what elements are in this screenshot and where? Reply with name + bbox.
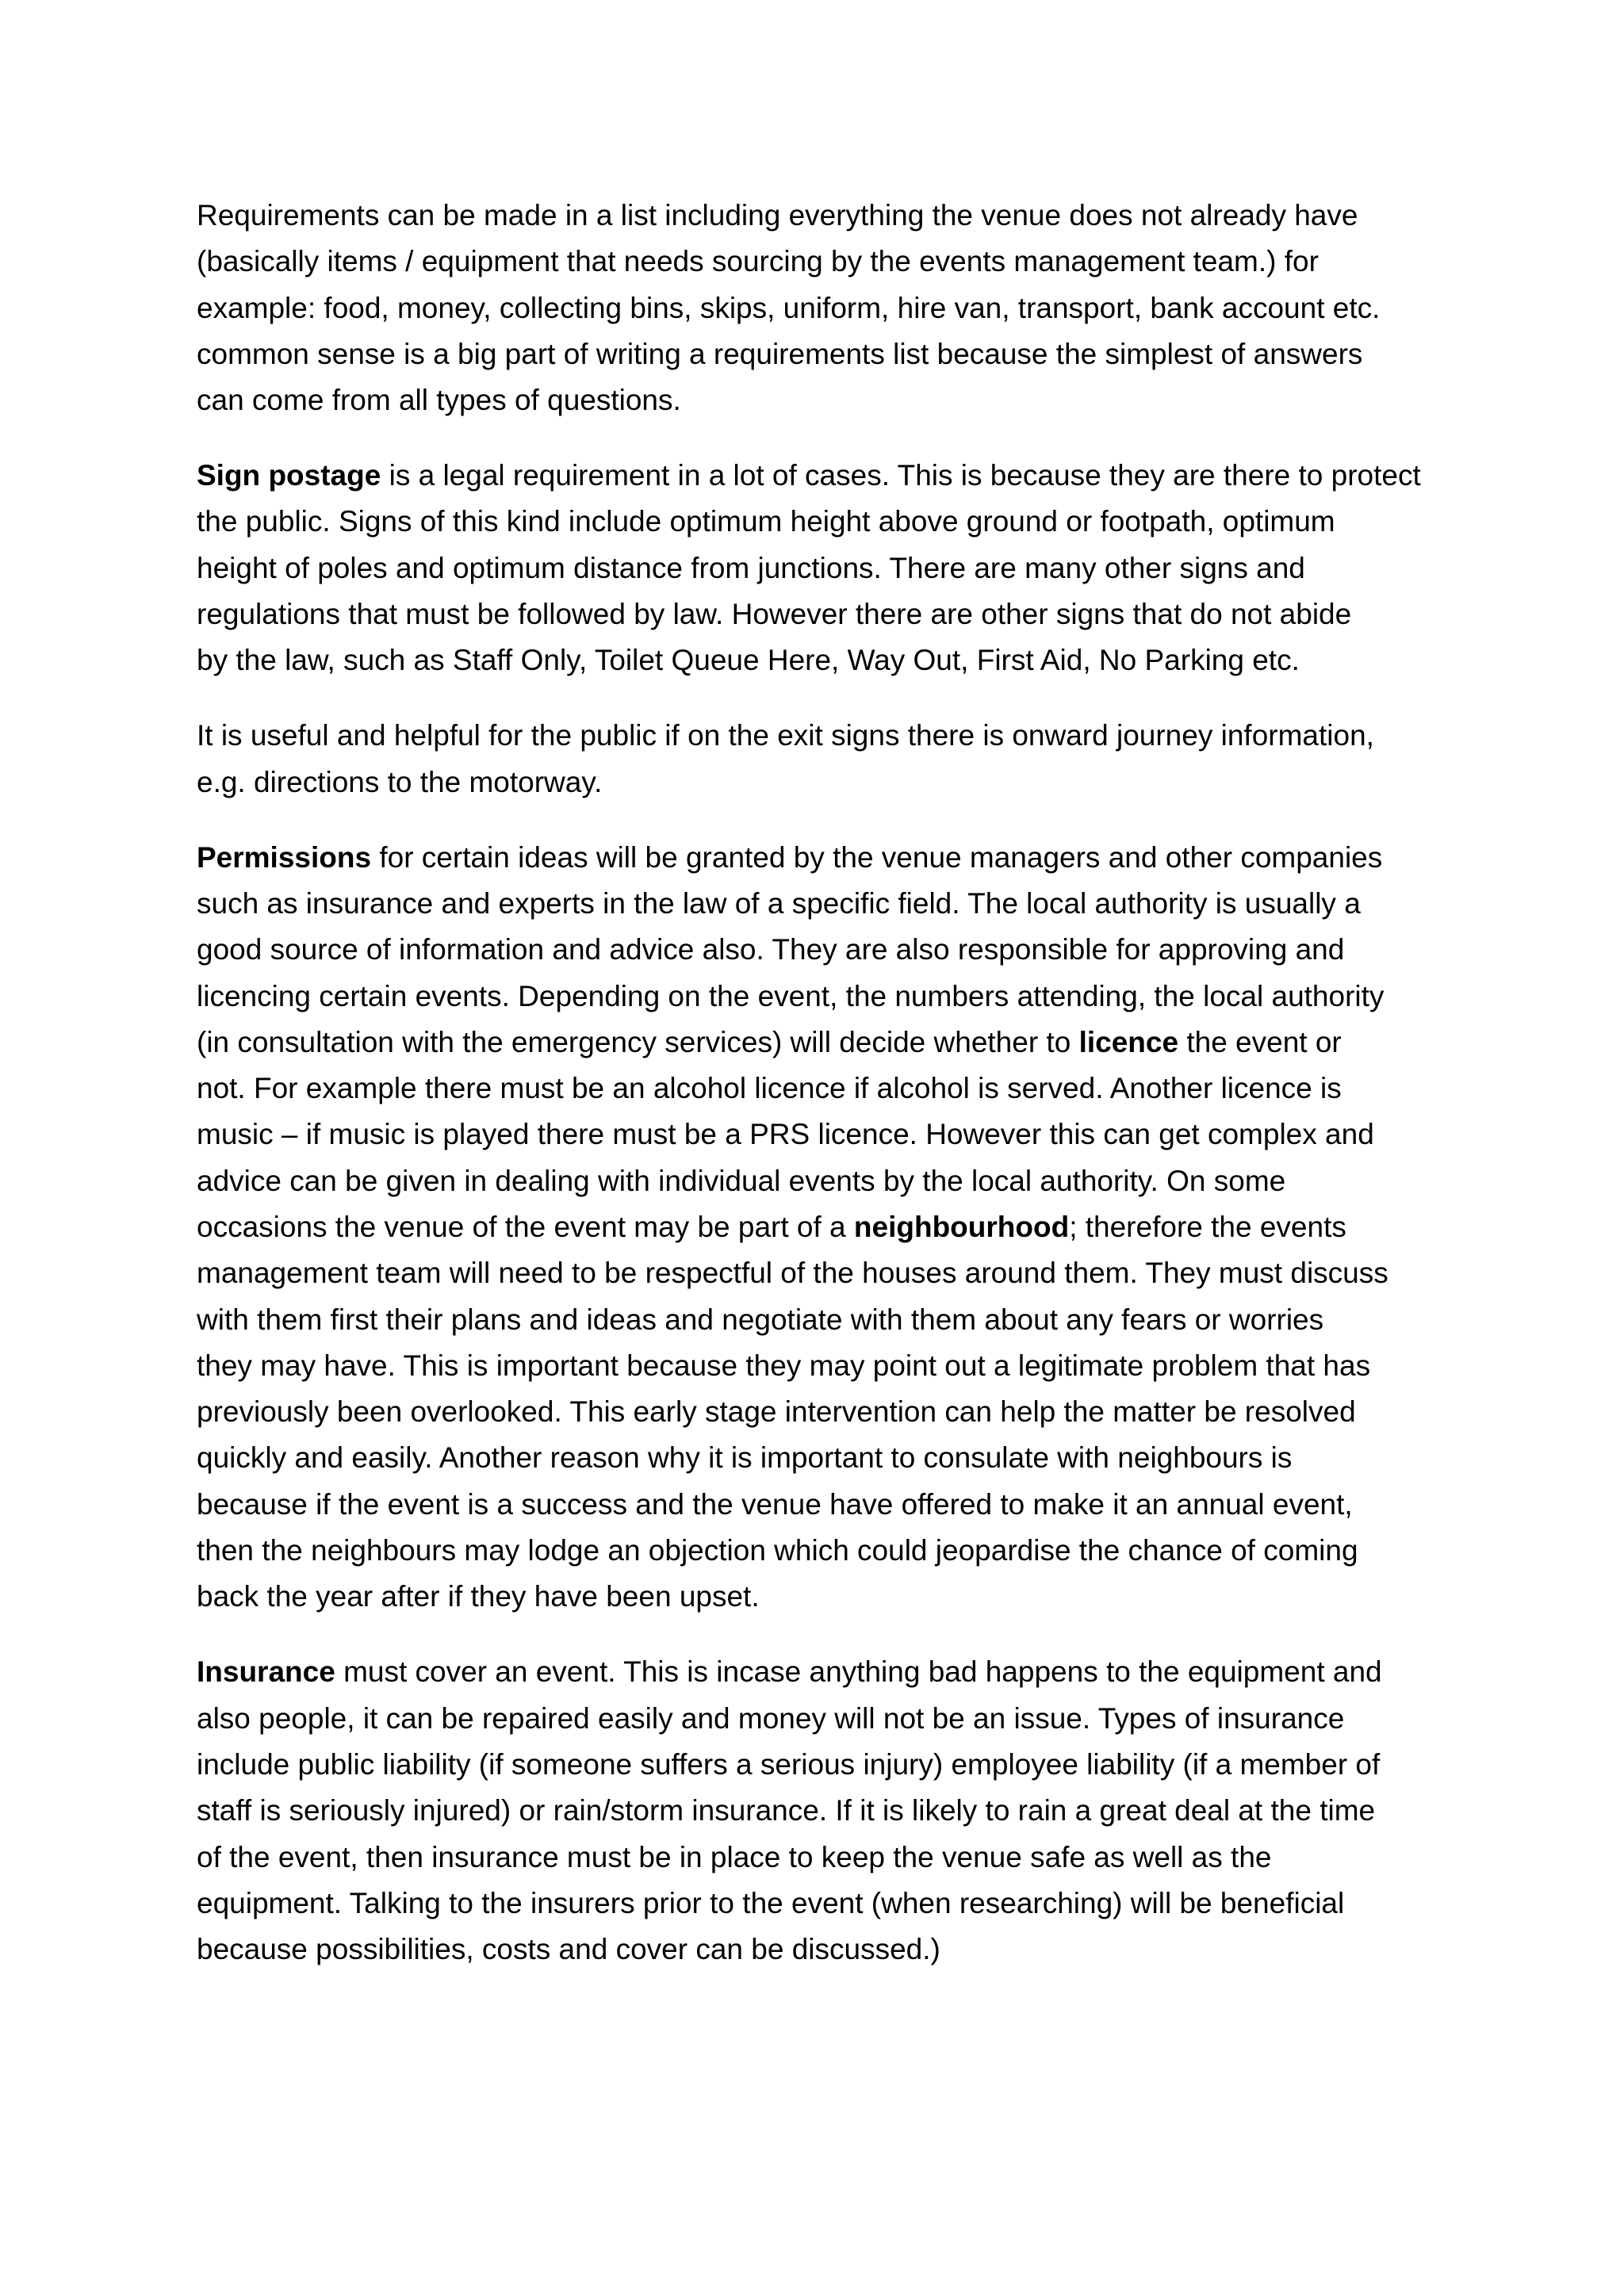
- paragraph-sign-postage: [197, 453, 1427, 683]
- text-run: occasions the venue of the event may be part of a: [197, 1211, 854, 1243]
- text-run: because if the event is a success and the venue have offered to make it an annual event,: [197, 1487, 1353, 1521]
- text-line: [197, 1788, 1427, 1834]
- text-run: by the law, such as Staff Only, Toilet Queue Here, Way Out, First Aid, No Parking etc.: [197, 644, 1300, 677]
- text-line: [197, 713, 1427, 759]
- paragraph-exit-signs: [197, 713, 1427, 806]
- text-line: [197, 453, 1427, 499]
- text-run: include public liability (if someone suffers a serious injury) employee liability (if a member of: [197, 1747, 1381, 1781]
- bold-term: Sign postage: [197, 459, 381, 492]
- text-run: because possibilities, costs and cover can be discussed.): [197, 1933, 940, 1966]
- text-line: [197, 1297, 1427, 1343]
- text-line: [197, 1482, 1427, 1528]
- text-line: [197, 760, 1427, 806]
- text-run: (in consultation with the emergency services) will decide whether to: [197, 1025, 1079, 1058]
- text-line: [197, 1204, 1427, 1250]
- text-run: previously been overlooked. This early stage intervention can help the matter be resolved: [197, 1395, 1356, 1429]
- text-run: (basically items / equipment that needs sourcing by the events management team.) for: [197, 245, 1319, 278]
- text-run: they may have. This is important because they may point out a legitimate problem that has: [197, 1349, 1371, 1382]
- text-run: also people, it can be repaired easily and money will not be an issue. Types of insurance: [197, 1701, 1345, 1735]
- text-run: must cover an event. This is incase anything bad happens to the equipment and: [335, 1655, 1382, 1689]
- text-run: staff is seriously injured) or rain/storm insurance. If it is likely to rain a great deal at the time: [197, 1794, 1376, 1827]
- text-line: [197, 1574, 1427, 1620]
- bold-term: neighbourhood: [853, 1211, 1070, 1243]
- text-run: Requirements can be made in a list including everything the venue does not already have: [197, 199, 1358, 232]
- text-line: [197, 1881, 1427, 1927]
- text-line: [197, 1158, 1427, 1204]
- text-line: [197, 377, 1427, 423]
- text-line: [197, 1435, 1427, 1481]
- text-line: [197, 499, 1427, 545]
- text-run: licencing certain events. Depending on the event, the numbers attending, the local authority: [197, 979, 1385, 1012]
- document-body: [197, 193, 1427, 2002]
- text-run: for certain ideas will be granted by the venue managers and other companies: [371, 840, 1383, 874]
- text-run: ; therefore the events: [1069, 1211, 1346, 1243]
- text-run: height of poles and optimum distance from junctions. There are many other signs and: [197, 551, 1305, 584]
- text-line: [197, 637, 1427, 683]
- text-line: [197, 1696, 1427, 1742]
- text-run: e.g. directions to the motorway.: [197, 765, 603, 798]
- text-run: such as insurance and experts in the law of a specific field. The local authority is usually a: [197, 886, 1361, 920]
- text-run: regulations that must be followed by law. However there are other signs that do not abide: [197, 598, 1352, 631]
- text-run: example: food, money, collecting bins, skips, uniform, hire van, transport, bank account etc.: [197, 291, 1381, 324]
- bold-term: Insurance: [197, 1655, 335, 1689]
- text-line: [197, 331, 1427, 377]
- text-line: [197, 1112, 1427, 1158]
- text-line: [197, 193, 1427, 239]
- text-line: [197, 545, 1427, 591]
- text-line: [197, 1343, 1427, 1389]
- text-run: the event or: [1178, 1025, 1342, 1058]
- text-run: common sense is a big part of writing a requirements list because the simplest of answers: [197, 337, 1363, 370]
- text-line: [197, 591, 1427, 637]
- text-run: good source of information and advice also. They are also responsible for approving and: [197, 933, 1345, 966]
- paragraph-insurance: [197, 1649, 1427, 1973]
- text-run: with them first their plans and ideas and negotiate with them about any fears or worries: [197, 1303, 1324, 1336]
- text-line: [197, 1927, 1427, 1973]
- text-line: [197, 1528, 1427, 1574]
- text-run: It is useful and helpful for the public if on the exit signs there is onward journey information,: [197, 719, 1374, 752]
- text-line: [197, 835, 1427, 881]
- text-line: [197, 974, 1427, 1020]
- text-line: [197, 1389, 1427, 1435]
- bold-term: licence: [1078, 1025, 1179, 1058]
- text-line: [197, 927, 1427, 973]
- text-run: of the event, then insurance must be in place to keep the venue safe as well as the: [197, 1840, 1272, 1873]
- text-run: can come from all types of questions.: [197, 384, 681, 417]
- text-line: [197, 1066, 1427, 1112]
- text-run: then the neighbours may lodge an objection which could jeopardise the chance of coming: [197, 1534, 1358, 1567]
- text-run: advice can be given in dealing with individual events by the local authority. On some: [197, 1164, 1286, 1197]
- text-line: [197, 285, 1427, 331]
- text-run: quickly and easily. Another reason why it is important to consulate with neighbours is: [197, 1441, 1293, 1475]
- text-run: management team will need to be respectful of the houses around them. They must discuss: [197, 1257, 1388, 1290]
- paragraph-permissions: [197, 835, 1427, 1621]
- text-run: not. For example there must be an alcohol licence if alcohol is served. Another licence is: [197, 1072, 1342, 1105]
- text-run: is a legal requirement in a lot of cases. This is because they are there to protect: [381, 459, 1421, 492]
- text-line: [197, 1250, 1427, 1296]
- text-line: [197, 1649, 1427, 1695]
- text-line: [197, 239, 1427, 285]
- bold-term: Permissions: [197, 840, 372, 874]
- text-line: [197, 881, 1427, 927]
- text-run: music – if music is played there must be a PRS licence. However this can get complex and: [197, 1118, 1374, 1151]
- text-run: equipment. Talking to the insurers prior to the event (when researching) will be beneficial: [197, 1886, 1345, 1919]
- text-line: [197, 1835, 1427, 1881]
- text-line: [197, 1020, 1427, 1066]
- text-run: back the year after if they have been upset.: [197, 1580, 760, 1613]
- paragraph-requirements: [197, 193, 1427, 423]
- text-run: the public. Signs of this kind include optimum height above ground or footpath, optimum: [197, 505, 1335, 538]
- text-line: [197, 1742, 1427, 1788]
